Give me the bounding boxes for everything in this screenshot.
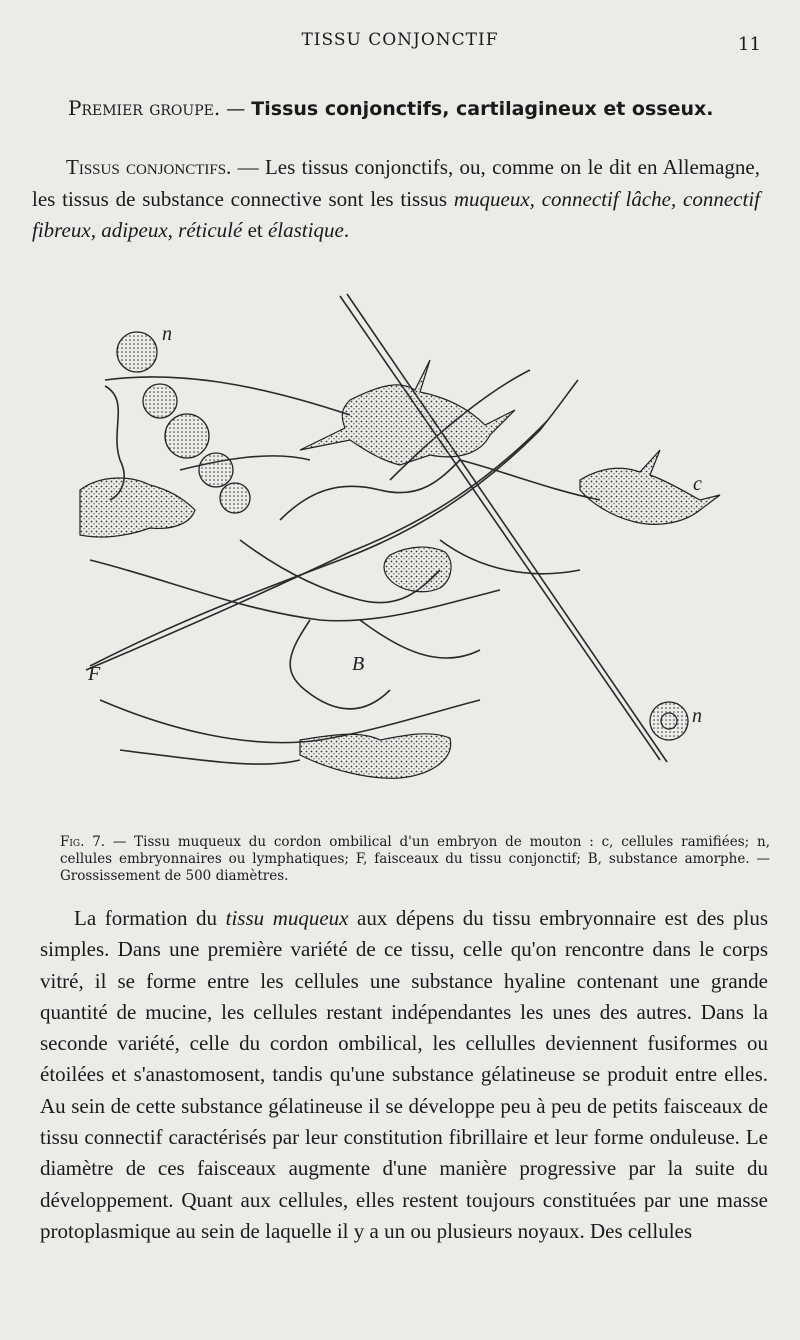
embryonic-cell [650, 702, 688, 740]
label-n-right: n [692, 705, 702, 727]
group-heading-title: Tissus conjonctifs, cartilagineux et osseux. [251, 98, 714, 120]
branched-cell-left [80, 478, 195, 537]
tissue-last-italic: élastique [267, 218, 344, 242]
paragraph-formation [40, 903, 768, 1247]
figure-caption [60, 834, 770, 885]
paragraph-text: aux dépens du tissu embryonnaire est des plus simples. Dans une première variété de ce tissu, celle qu'on rencontre dans le corps vitré, il se forme entre les cellules une substance hyaline contenant une grande quantité de mucine, les cellules restant indépendantes les unes des autres. Dans la seconde variété, celle du cordon ombilical, les cellulles deviennent fusiformes ou étoilées et s'anastomosent, tandis qu'une substance gélatineuse se produit entre elles. Au sein de cette substance gélatineuse il se développe peu à peu de petits faisceaux de tissu connectif caractérisés par leur constitution fibrillaire et leur forme onduleuse. Le diamètre de ces faisceaux augmente d'une manière progressive par la suite du développement. Quant aux cellules, elles restent toujours constituées par une masse protoplasmique au sein de laquelle il y a un ou plusieurs noyaux. Des cellules [40, 906, 768, 1243]
label-F: F [88, 663, 101, 685]
embryonic-cell [143, 384, 177, 418]
label-c: c [693, 473, 702, 495]
paragraph-text: et [242, 218, 268, 242]
tissue-list-italic: muqueux, connectif lâche, connectif fibreux, adipeux, réticulé [32, 186, 760, 242]
label-n-top: n [162, 323, 172, 345]
paragraph-text: La formation du [74, 906, 226, 930]
branched-cell-top [300, 360, 515, 465]
caption-figure-number: Fig. 7. [60, 834, 106, 850]
caption-text: — Tissu muqueux du cordon ombilical d'un embryon de mouton : c, cellules ramifiées; n, cellules embryonnaires ou lymphatiques; F, faisceaux du tissu conjonctif; B, substance amorphe. — Grossissement de 500 diamètres. [60, 834, 770, 884]
branched-cell-bottom [300, 734, 451, 778]
group-heading [68, 96, 758, 120]
paragraph-end: . [343, 218, 350, 242]
mucous-tissue-drawing [60, 290, 750, 810]
figure-7-illustration [60, 290, 750, 810]
connective-fibers [86, 294, 667, 764]
paragraph-text: — Les tissus conjonctifs, ou, comme on le dit en Allemagne, les tissus de substance connective sont les tissus [32, 155, 761, 211]
group-heading-prefix: Premier groupe. [68, 96, 221, 120]
paragraph-tissus-conjonctifs [32, 152, 760, 247]
embryonic-cell [165, 414, 209, 458]
label-B: B [352, 653, 365, 675]
page-number: 11 [738, 34, 761, 55]
embryonic-cell [199, 453, 233, 487]
group-heading-dash: — [220, 98, 252, 120]
tissu-muqueux-italic: tissu muqueux [225, 906, 349, 930]
running-head: TISSU CONJONCTIF [301, 30, 499, 50]
section-head: Tissus conjonctifs. [66, 155, 232, 179]
embryonic-cell [117, 332, 157, 372]
embryonic-cell [220, 483, 250, 513]
branched-cell-center [384, 547, 451, 592]
